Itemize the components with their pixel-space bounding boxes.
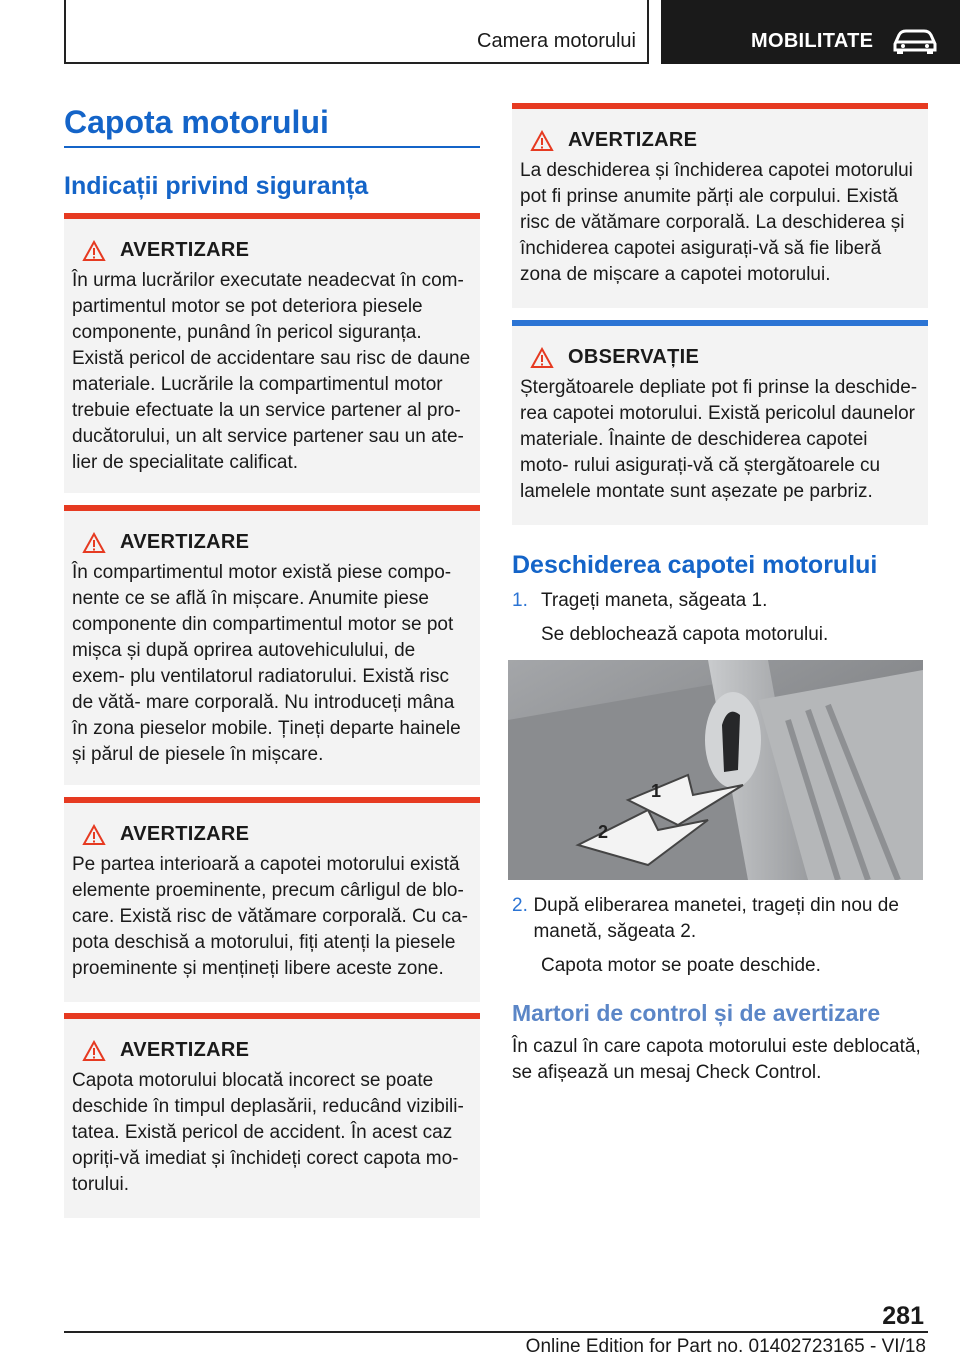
box-text: La deschiderea și închiderea capotei motorului pot fi prinse anumite părți ale corpului. Există risc de vătămare corporală. La deschiderea și închiderea capotei asigurați-vă să fie liberă zona de mișcare a capotei motorului. <box>520 160 913 285</box>
box-text: Pe partea interioară a capotei motorului există elemente proeminente, precum cârligul de blo- care. Există risc de vătămare corporală. Cu ca- pota deschisă a motorului, fiți atenți la piesele proeminente și mențineți libere aceste zone. <box>72 854 468 979</box>
box-text: Capota motorului blocată incorect se poate deschide în timpul deplasării, reducând vizibili- tatea. Există pericol de accident. În acest caz opriți-vă imediat și închideți corect capota mo- torului. <box>72 1070 464 1195</box>
warning-triangle-icon <box>82 824 106 846</box>
header-chapter-label: MOBILITATE <box>751 30 874 52</box>
warning-box <box>64 505 480 785</box>
car-icon <box>891 28 939 59</box>
title-rule <box>64 146 480 148</box>
indicators-text: În cazul în care capota motorului este deblocată, se afișează un mesaj Check Control. <box>512 1036 921 1083</box>
box-title: AVERTIZARE <box>120 531 250 553</box>
warning-box <box>64 797 480 1002</box>
warning-triangle-icon <box>82 532 106 554</box>
safety-heading: Indicații privind siguranța <box>64 172 369 200</box>
step-number: 2. <box>512 895 528 916</box>
photo-arrow-label: 1 <box>651 781 662 801</box>
warning-box <box>512 103 928 308</box>
step-number: 1. <box>512 590 528 611</box>
step-text: Trageți maneta, săgeata 1. <box>541 590 768 611</box>
warning-triangle-icon <box>530 130 554 152</box>
box-title: AVERTIZARE <box>120 239 250 261</box>
step-result: Capota motor se poate deschide. <box>541 955 821 976</box>
page-title: Capota motorului <box>64 104 329 140</box>
warning-triangle-icon <box>530 347 554 369</box>
opening-heading: Deschiderea capotei motorului <box>512 551 878 579</box>
step-result: Se deblochează capota motorului. <box>541 624 829 645</box>
header-chapter-tab <box>661 0 960 64</box>
box-text: În compartimentul motor există piese compo- nente ce se află în mișcare. Anumite piese componente din compartimentul motor se pot mișca și după oprirea autovehiculului, de exem- plu ventilatorul radiatorului. Există risc de vătă- mare corporală. Nu introduceți mâna în zona pieselor mobile. Țineți departe hainele și părul de piesele în mișcare. <box>72 562 461 765</box>
warning-triangle-icon <box>82 1040 106 1062</box>
box-title: AVERTIZARE <box>120 823 250 845</box>
step-item <box>512 588 928 614</box>
box-title: AVERTIZARE <box>120 1039 250 1061</box>
warning-triangle-icon <box>82 240 106 262</box>
box-text: Ștergătoarele depliate pot fi prinse la deschide- rea capotei motorului. Există pericolul daunelor materiale. Înainte de deschiderea capotei moto- rului asigurați-vă că ștergătoarele cu lamelele montate sunt așezate pe parbriz. <box>520 377 918 502</box>
header-section-title: Camera motorului <box>477 30 636 52</box>
warning-box <box>64 213 480 493</box>
step-item <box>512 893 928 945</box>
box-title: OBSERVAȚIE <box>568 346 700 368</box>
page-number: 281 <box>882 1302 924 1330</box>
footer-rule <box>64 1331 928 1333</box>
hood-release-photo <box>508 660 923 880</box>
box-title: AVERTIZARE <box>568 129 698 151</box>
box-text: În urma lucrărilor executate neadecvat în com- partimentul motor se pot deteriora piesele componente, punând în pericol siguranța. Există pericol de accidentare sau risc de daune materiale. Lucrările la compartimentul motor trebuie efectuate la un service partener al pro- ducătorului, un alt service partener sau un ate- lier de specialitate calificat. <box>72 270 471 473</box>
step-list <box>512 588 928 648</box>
note-box <box>512 320 928 525</box>
warning-box <box>64 1013 480 1218</box>
footer-edition: Online Edition for Part no. 01402723165 - VI/18 <box>525 1336 926 1357</box>
step-text: După eliberarea manetei, trageți din nou de manetă, săgeata 2. <box>533 895 899 942</box>
photo-arrow-label: 2 <box>598 822 609 842</box>
step-list <box>512 893 928 979</box>
indicators-heading: Martori de control și de avertizare <box>512 1000 881 1026</box>
